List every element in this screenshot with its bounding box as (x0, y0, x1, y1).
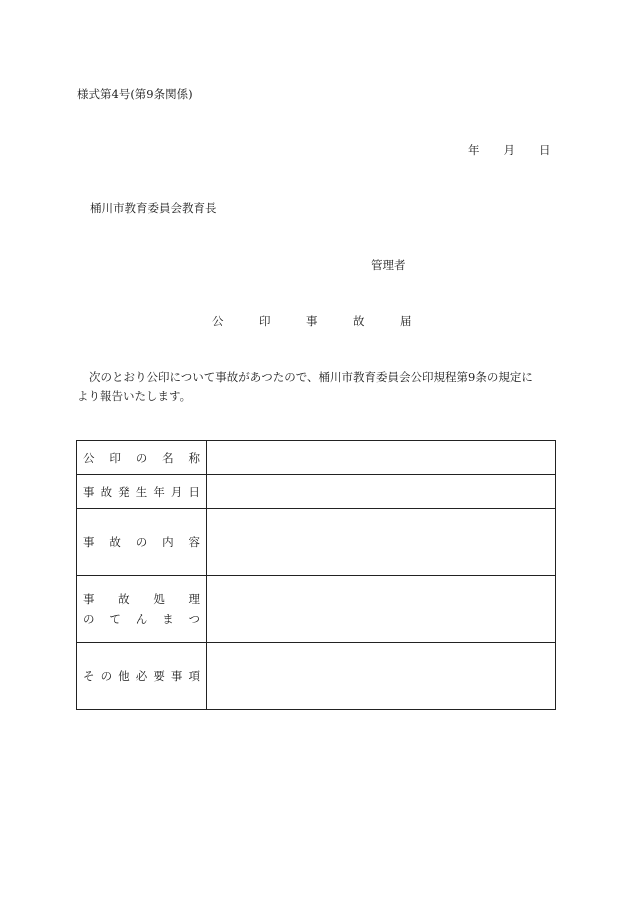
row-label-incident-handling (77, 576, 207, 643)
title-char: 事 (306, 314, 318, 328)
addressee: 桶川市教育委員会教育長 (90, 201, 217, 215)
label-char: の (135, 450, 148, 465)
label-char: の (100, 669, 113, 683)
body-line-2: より報告いたします。 (77, 389, 192, 403)
label-char: ま (162, 612, 174, 626)
label-char: 必 (135, 669, 148, 683)
label-char: 月 (170, 484, 183, 499)
title-char: 故 (353, 314, 365, 328)
label-char: 内 (162, 535, 174, 549)
label-char: 事 (83, 535, 95, 549)
table-row (77, 441, 556, 475)
label-char: 公 (83, 450, 95, 465)
title-char: 届 (400, 314, 412, 328)
label-char: 要 (153, 669, 165, 683)
incident-date-field[interactable] (207, 475, 556, 509)
row-label-other-matters (77, 643, 207, 710)
label-char: 名 (162, 450, 174, 465)
other-matters-field[interactable] (207, 643, 556, 710)
label-char: 事 (83, 592, 95, 606)
label-char: 容 (188, 535, 200, 549)
title-char: 印 (259, 314, 271, 328)
incident-details-field[interactable] (207, 509, 556, 576)
label-char: 年 (153, 484, 165, 499)
table-row (77, 475, 556, 509)
date-day: 日 (539, 143, 551, 157)
label-char: 故 (100, 484, 113, 499)
body-line-1: 次のとおり公印について事故があつたので、桶川市教育委員会公印規程第9条の規定に (89, 370, 533, 384)
table-row (77, 509, 556, 576)
label-char: そ (83, 669, 95, 683)
row-label-seal-name (77, 441, 207, 475)
label-char: つ (188, 612, 200, 626)
manager-label: 管理者 (371, 258, 406, 272)
document-title (212, 313, 447, 329)
seal-name-field[interactable] (207, 441, 556, 475)
label-char: ん (135, 612, 148, 626)
label-char: の (83, 612, 95, 626)
date-line (468, 142, 551, 158)
label-char: 日 (188, 484, 200, 499)
date-month: 月 (503, 143, 515, 157)
label-char: 他 (118, 669, 130, 683)
form-number: 様式第4号(第9条関係) (77, 87, 193, 101)
title-char: 公 (212, 314, 224, 328)
date-year: 年 (468, 143, 480, 157)
label-char: 故 (118, 592, 130, 606)
label-char: 項 (188, 669, 200, 683)
incident-handling-field[interactable] (207, 576, 556, 643)
table-row (77, 643, 556, 710)
row-label-incident-date (77, 475, 207, 509)
label-char: 事 (170, 669, 183, 683)
label-char: 理 (188, 592, 200, 606)
label-char: 称 (188, 450, 200, 465)
row-label-incident-details (77, 509, 207, 576)
table-row (77, 576, 556, 643)
label-char: て (109, 612, 121, 626)
label-char: 故 (109, 535, 121, 549)
body-text (77, 368, 555, 406)
report-table (76, 440, 556, 710)
label-char: 生 (135, 484, 148, 499)
label-char: 処 (153, 592, 165, 606)
label-char: 事 (83, 484, 95, 499)
label-char: 発 (118, 484, 130, 499)
label-char: 印 (109, 450, 121, 465)
label-char: の (135, 535, 148, 549)
